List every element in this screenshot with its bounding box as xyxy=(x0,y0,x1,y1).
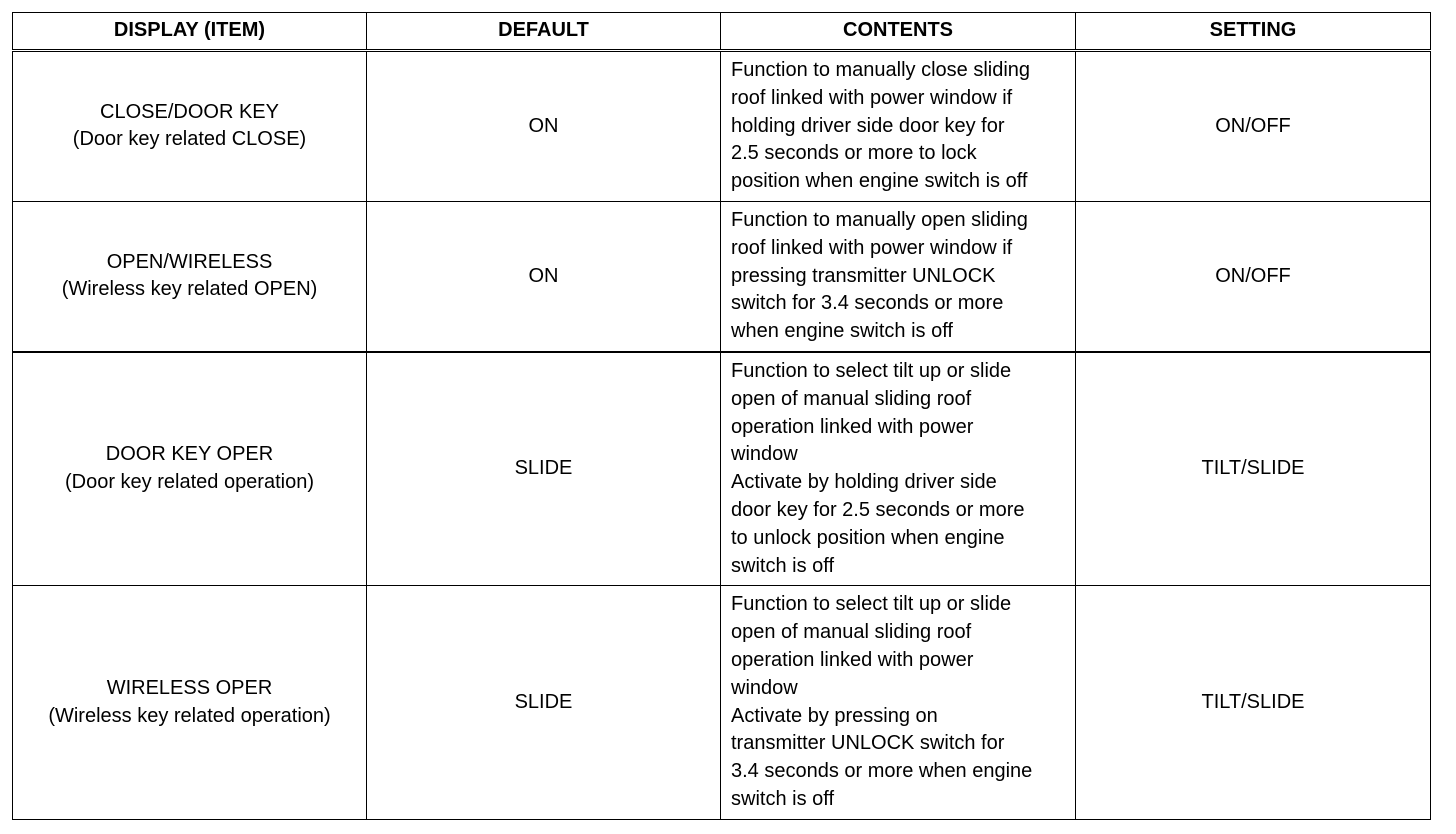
header-default: DEFAULT xyxy=(367,13,721,51)
settings-table-container xyxy=(12,12,1430,820)
display-item-cell xyxy=(13,586,367,820)
contents-cell xyxy=(721,201,1076,351)
contents-line: window xyxy=(731,443,798,466)
contents-line: 3.4 seconds or more when engine xyxy=(731,760,1033,783)
contents-line: switch is off xyxy=(731,787,834,810)
settings-table xyxy=(12,12,1431,820)
display-item-description: (Door key related CLOSE) xyxy=(72,128,307,151)
contents-line: holding driver side door key for xyxy=(731,114,1005,137)
display-item-name: CLOSE/DOOR KEY xyxy=(100,100,279,123)
contents-cell xyxy=(721,51,1076,202)
default-value: ON xyxy=(367,51,721,202)
contents-cell xyxy=(721,586,1076,820)
table-row xyxy=(13,352,1431,586)
default-value: SLIDE xyxy=(367,352,721,586)
contents-line: when engine switch is off xyxy=(731,320,953,343)
setting-value: TILT/SLIDE xyxy=(1076,352,1431,586)
contents-line: window xyxy=(731,676,798,699)
display-item-name: OPEN/WIRELESS xyxy=(106,250,273,273)
contents-line: open of manual sliding roof xyxy=(731,387,972,410)
contents-line: Function to manually close sliding xyxy=(731,59,1031,81)
table-row xyxy=(13,201,1431,351)
contents-line: switch for 3.4 seconds or more xyxy=(731,292,1004,315)
contents-line: Function to select tilt up or slide xyxy=(731,593,1012,616)
contents-line: Function to manually open sliding xyxy=(731,208,1028,231)
setting-value: ON/OFF xyxy=(1076,51,1431,202)
contents-line: to unlock position when engine xyxy=(731,526,1005,549)
contents-line: door key for 2.5 seconds or more xyxy=(731,498,1025,521)
default-value: ON xyxy=(367,201,721,351)
contents-line: Activate by holding driver side xyxy=(731,471,997,494)
table-row xyxy=(13,51,1431,202)
header-display-item: DISPLAY (ITEM) xyxy=(13,13,367,51)
setting-value: ON/OFF xyxy=(1076,201,1431,351)
display-item-cell xyxy=(13,51,367,202)
contents-line: switch is off xyxy=(731,554,834,577)
contents-line: operation linked with power xyxy=(731,415,974,438)
contents-cell xyxy=(721,352,1076,586)
contents-line: Function to select tilt up or slide xyxy=(731,359,1012,382)
header-contents: CONTENTS xyxy=(721,13,1076,51)
contents-line: roof linked with power window if xyxy=(731,236,1013,259)
display-item-description: (Door key related operation) xyxy=(64,471,314,494)
display-item-cell xyxy=(13,352,367,586)
contents-line: 2.5 seconds or more to lock xyxy=(731,142,977,165)
display-item-description: (Wireless key related operation) xyxy=(48,704,331,727)
contents-line: Activate by pressing on xyxy=(731,704,938,727)
contents-line: operation linked with power xyxy=(731,648,974,671)
contents-line: pressing transmitter UNLOCK xyxy=(731,264,996,287)
contents-line: transmitter UNLOCK switch for xyxy=(731,732,1005,755)
header-setting: SETTING xyxy=(1076,13,1431,51)
default-value: SLIDE xyxy=(367,586,721,820)
table-header-row xyxy=(13,13,1431,51)
contents-line: position when engine switch is off xyxy=(731,170,1028,193)
contents-line: roof linked with power window if xyxy=(731,86,1013,109)
setting-value: TILT/SLIDE xyxy=(1076,586,1431,820)
contents-line: open of manual sliding roof xyxy=(731,621,972,644)
display-item-cell xyxy=(13,201,367,351)
display-item-name: DOOR KEY OPER xyxy=(105,443,274,466)
display-item-description: (Wireless key related OPEN) xyxy=(61,278,318,301)
table-row xyxy=(13,586,1431,820)
display-item-name: WIRELESS OPER xyxy=(106,677,273,700)
